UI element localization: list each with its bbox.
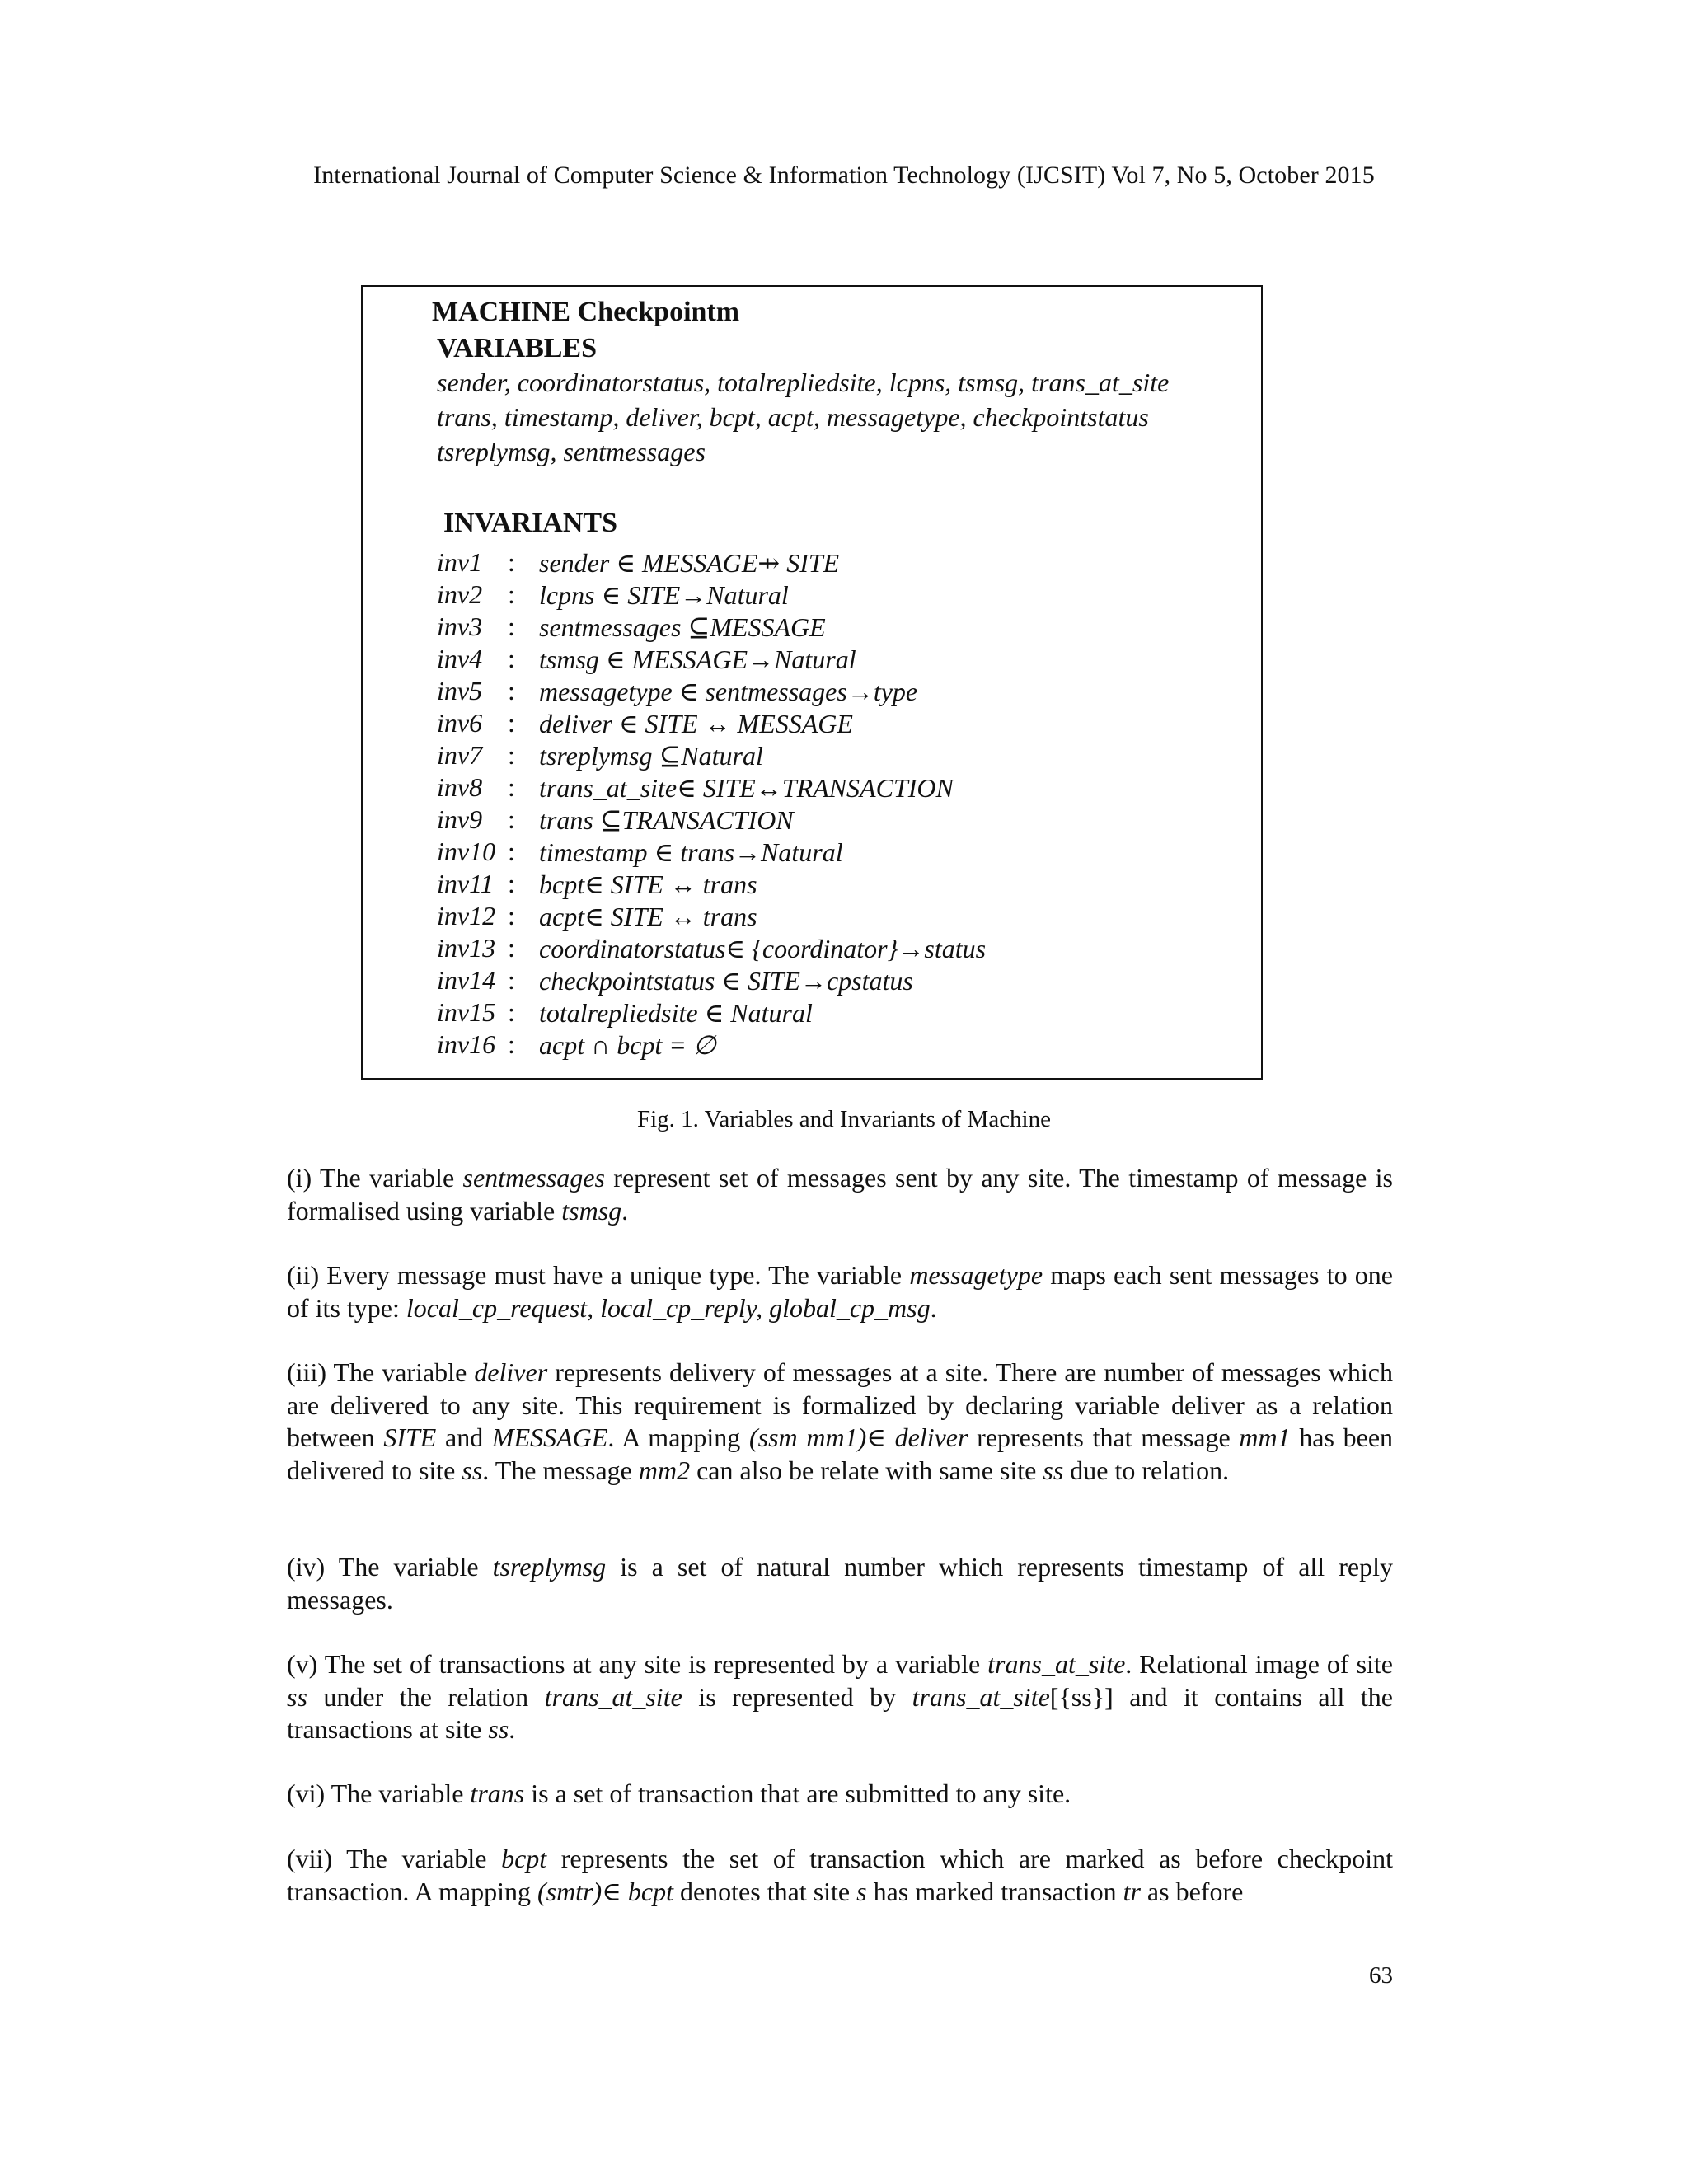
paragraph-i: (i) The variable sentmessages represent set of messages sent by any site. The timestamp of message is formalised using variable tsmsg. (287, 1163, 1393, 1226)
invariant-colon: : (508, 708, 515, 738)
variables-heading: VARIABLES (437, 333, 598, 363)
page-number: 63 (1369, 1962, 1393, 1989)
paragraph-iv: (iv) The variable tsreplymsg is a set of natural number which represents timestamp of all reply messages. (287, 1552, 1394, 1615)
invariant-label: inv2 (437, 579, 483, 609)
variables-line: tsreplymsg, sentmessages (437, 437, 706, 466)
invariant-label: inv12 (437, 901, 496, 930)
invariant-label: inv14 (437, 965, 496, 995)
invariant-expression: acpt ∩ bcpt = ∅ (539, 1030, 716, 1060)
invariant-label: inv13 (437, 933, 496, 963)
machine-box (361, 285, 1263, 1080)
invariant-expression: tsmsg ∈ MESSAGE→Natural (539, 644, 856, 674)
journal-header: International Journal of Computer Science & Information Technology (IJCSIT) Vol 7, No 5, October 2015 (313, 162, 1375, 189)
paragraph-v: (v) The set of transactions at any site is represented by a variable trans_at_site. Relational image of site ss under the relation trans_at_site is represented by trans_at_site[{ss}] and it contains all the transactions at site ss. (287, 1649, 1394, 1744)
invariant-label: inv3 (437, 612, 483, 641)
invariant-label: inv15 (437, 997, 496, 1027)
invariant-label: inv9 (437, 804, 483, 834)
invariant-label: inv8 (437, 772, 483, 802)
invariant-expression: sentmessages ⊆MESSAGE (539, 612, 826, 642)
invariant-label: inv1 (437, 547, 483, 577)
invariant-colon: : (508, 933, 515, 963)
invariant-colon: : (508, 901, 515, 930)
invariant-expression: tsreplymsg ⊆Natural (539, 741, 763, 771)
paragraph-vii: (vii) The variable bcpt represents the set of transaction which are marked as before checkpoint transaction. A mapping (smtr)∈ bcpt denotes that site s has marked transaction tr as before (287, 1844, 1394, 1906)
invariant-label: inv4 (437, 644, 483, 673)
invariant-expression: timestamp ∈ trans→Natural (539, 837, 843, 867)
invariant-label: inv16 (437, 1029, 496, 1059)
invariant-colon: : (508, 837, 515, 866)
invariant-label: inv11 (437, 869, 494, 898)
invariant-expression: acpt∈ SITE ↔ trans (539, 902, 757, 931)
variables-line: sender, coordinatorstatus, totalrepliedsite, lcpns, tsmsg, trans_at_site (437, 368, 1170, 397)
invariant-colon: : (508, 676, 515, 705)
invariant-colon: : (508, 804, 515, 834)
invariant-colon: : (508, 997, 515, 1027)
invariant-label: inv10 (437, 837, 496, 866)
invariant-label: inv7 (437, 740, 483, 770)
invariant-colon: : (508, 965, 515, 995)
invariant-expression: totalrepliedsite ∈ Natural (539, 998, 813, 1028)
invariant-colon: : (508, 772, 515, 802)
paragraph-vi: (vi) The variable trans is a set of transaction that are submitted to any site. (287, 1779, 1071, 1808)
invariant-expression: trans ⊆TRANSACTION (539, 805, 794, 835)
invariant-colon: : (508, 644, 515, 673)
invariant-colon: : (508, 547, 515, 577)
variables-line: trans, timestamp, deliver, bcpt, acpt, messagetype, checkpointstatus (437, 402, 1149, 432)
invariant-expression: trans_at_site∈ SITE↔TRANSACTION (539, 773, 954, 803)
invariant-expression: bcpt∈ SITE ↔ trans (539, 869, 757, 899)
invariant-colon: : (508, 869, 515, 898)
invariant-colon: : (508, 612, 515, 641)
invariant-colon: : (508, 579, 515, 609)
invariant-colon: : (508, 740, 515, 770)
invariant-expression: deliver ∈ SITE ↔ MESSAGE (539, 709, 853, 738)
invariant-label: inv6 (437, 708, 483, 738)
paragraph-iii: (iii) The variable deliver represents delivery of messages at a site. There are number of messages which are delivered to any site. This requirement is formalized by declaring variable deliver as a relation between SITE and MESSAGE. A mapping (ssm mm1)∈ deliver represents that message mm1 has been delivered to site ss. The message mm2 can also be relate with same site ss due to relation. (287, 1357, 1394, 1485)
invariant-expression: checkpointstatus ∈ SITE→cpstatus (539, 966, 913, 996)
invariant-label: inv5 (437, 676, 483, 705)
invariants-heading: INVARIANTS (443, 508, 617, 538)
machine-title: MACHINE Checkpointm (432, 297, 740, 327)
figure-caption: Fig. 1. Variables and Invariants of Machine (636, 1106, 1051, 1132)
paragraph-ii: (ii) Every message must have a unique type. The variable messagetype maps each sent messages to one of its type: local_cp_request, local_cp_reply, global_cp_msg. (287, 1260, 1394, 1323)
invariant-colon: : (508, 1029, 515, 1059)
invariant-expression: coordinatorstatus∈ {coordinator}→status (539, 934, 987, 963)
invariant-expression: lcpns ∈ SITE→Natural (539, 580, 789, 610)
invariant-expression: sender ∈ MESSAGE⇸ SITE (539, 548, 840, 578)
invariant-expression: messagetype ∈ sentmessages→type (539, 677, 918, 706)
